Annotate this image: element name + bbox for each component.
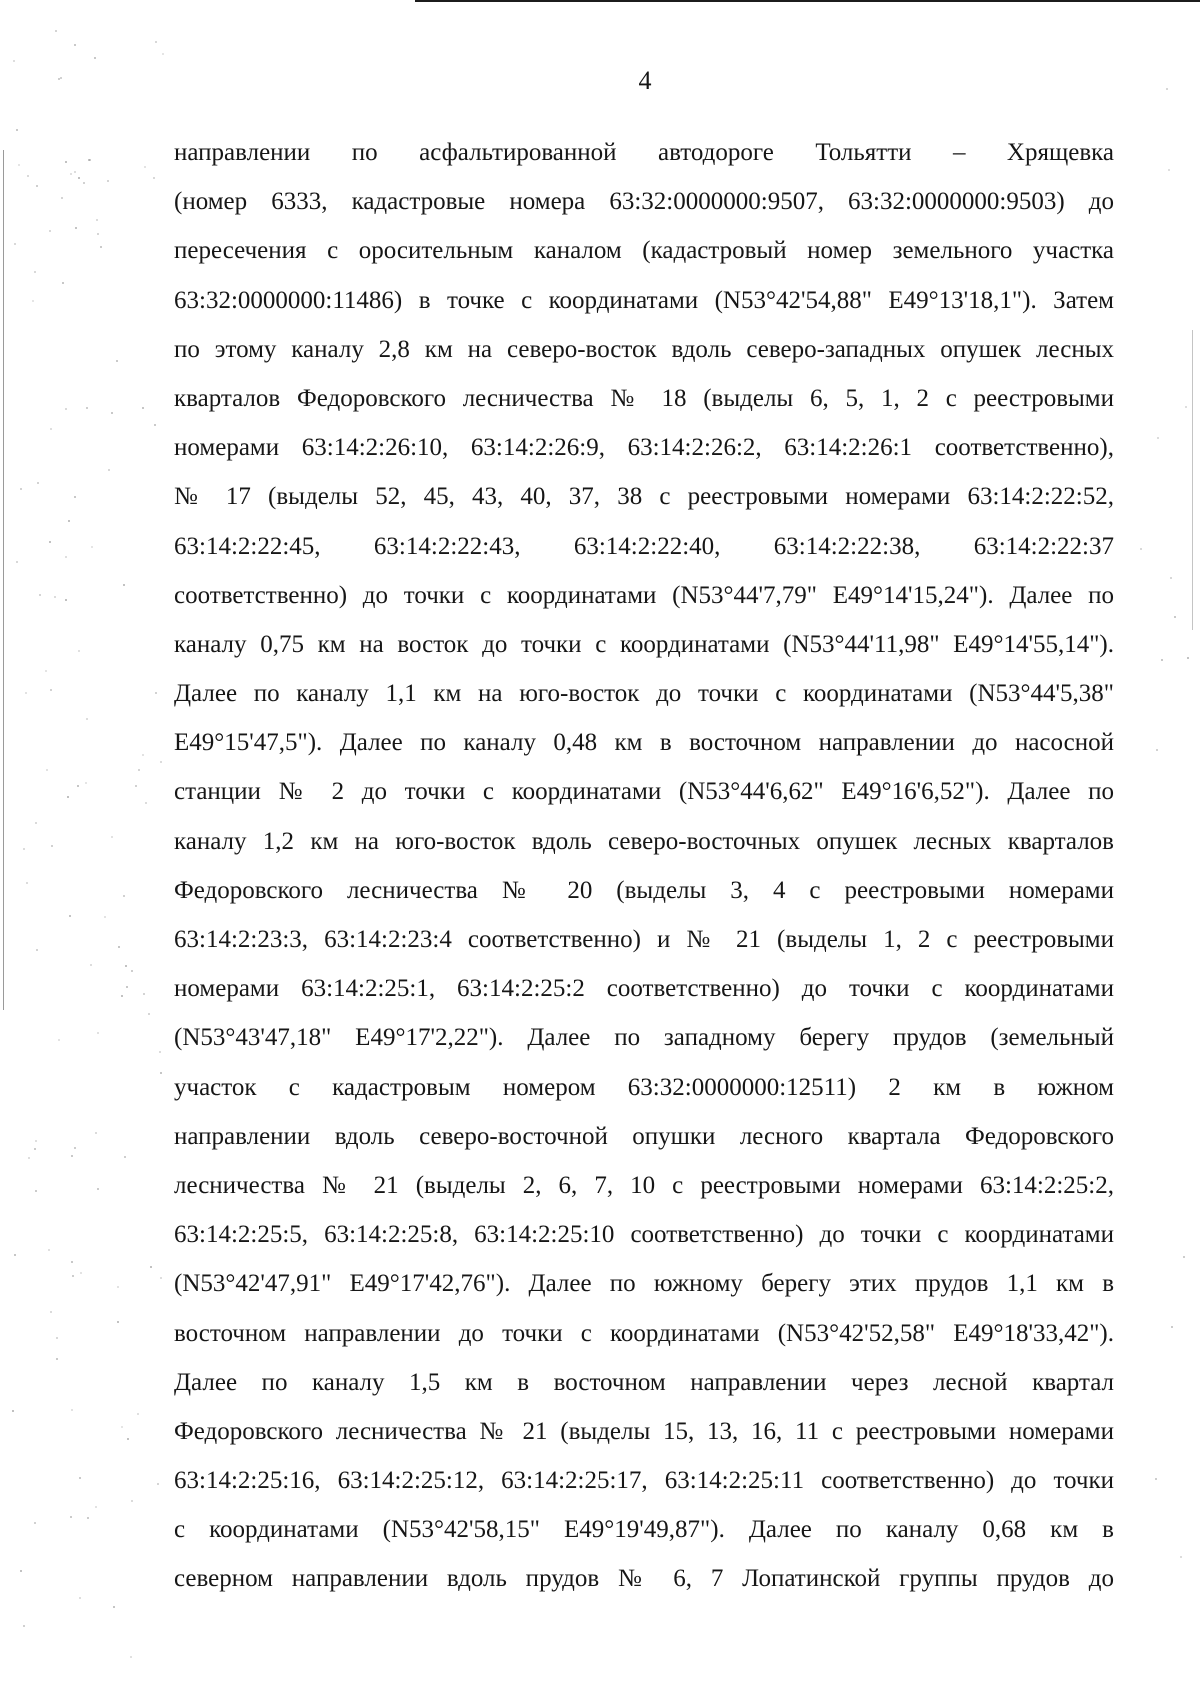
scan-speck (160, 1277, 162, 1279)
scan-speck (137, 1413, 139, 1415)
scan-speck (1171, 1326, 1173, 1328)
scan-speck (108, 469, 110, 471)
scan-speck (117, 1286, 119, 1288)
scan-speck (56, 1358, 58, 1360)
text-line: направлении по асфальтированной автодороге Тольятти – Хрящевка (174, 139, 1114, 166)
scan-speck (72, 1275, 74, 1277)
scan-speck (50, 689, 52, 691)
scan-speck (34, 1148, 36, 1150)
scan-speck (89, 159, 91, 161)
scan-speck (71, 1155, 73, 1157)
text-line: лесничества № 21 (выделы 2, 6, 7, 10 с реестровыми номерами 63:14:2:25:2, (174, 1171, 1114, 1199)
scan-speck (1161, 659, 1163, 661)
scan-speck (16, 129, 18, 131)
scan-speck (23, 1625, 25, 1627)
text-line: направлении вдоль северо-восточной опушки лесного квартала Федоровского (174, 1122, 1114, 1150)
scan-speck (90, 964, 92, 966)
scan-speck (14, 243, 16, 245)
scan-speck (49, 541, 51, 543)
scan-speck (23, 848, 25, 850)
scan-speck (86, 407, 88, 409)
scan-speck (37, 482, 39, 484)
text-line: 63:14:2:25:5, 63:14:2:25:8, 63:14:2:25:10 соответственно) до точки с координатами (174, 1221, 1114, 1249)
scan-speck (118, 946, 120, 948)
scan-speck (162, 53, 164, 55)
scan-speck (45, 670, 47, 672)
scan-speck (97, 1188, 99, 1190)
text-line: (N53°43'47,18" E49°17'2,22"). Далее по западному берегу прудов (земельный (174, 1024, 1114, 1052)
scan-speck (68, 520, 70, 522)
scan-speck (25, 692, 27, 694)
scan-speck (148, 1013, 150, 1015)
scan-speck (74, 171, 76, 173)
scan-speck (160, 1072, 162, 1074)
scan-speck (100, 246, 102, 248)
scan-speck (123, 584, 125, 586)
scan-speck (36, 185, 38, 187)
scan-speck (28, 1157, 30, 1159)
scan-speck (1155, 1478, 1157, 1480)
text-line: Далее по каналу 1,1 км на юго-восток до точки с координатами (N53°44'5,38" (174, 680, 1114, 708)
scan-speck (155, 692, 157, 694)
scan-speck (35, 1190, 37, 1192)
scan-speck (1187, 657, 1189, 659)
scan-speck (95, 1132, 97, 1134)
text-line: 63:14:2:23:3, 63:14:2:23:4 соответственно) и № 21 (выделы 1, 2 с реестровыми (174, 926, 1114, 953)
text-line: станции № 2 до точки с координатами (N53°44'6,62" E49°16'6,52"). Далее по (174, 778, 1114, 806)
text-line: каналу 1,2 км на юго-восток вдоль северо-восточных опушек лесных кварталов (174, 827, 1114, 855)
scan-speck (70, 173, 72, 175)
scan-speck (144, 166, 146, 168)
scan-speck (126, 986, 128, 988)
text-line: E49°15'47,5"). Далее по каналу 0,48 км в восточном направлении до насосной (174, 729, 1114, 757)
page-number: 4 (638, 66, 652, 95)
scan-speck (35, 822, 37, 824)
scan-speck (159, 1051, 161, 1053)
scan-speck (1156, 749, 1158, 751)
text-line: северном направлении вдоль прудов № 6, 7 Лопатинской группы прудов до (174, 1565, 1114, 1593)
scan-speck (74, 44, 76, 46)
scan-speck (113, 1606, 115, 1608)
text-line: Далее по каналу 1,5 км в восточном направлении через лесной квартал (174, 1368, 1114, 1396)
text-line: с координатами (N53°42'58,15" E49°19'49,87"). Далее по каналу 0,68 км в (174, 1516, 1114, 1544)
text-line: кварталов Федоровского лесничества № 18 (выделы 6, 5, 1, 2 с реестровыми (174, 384, 1114, 412)
scan-speck (127, 1438, 129, 1440)
scan-speck (154, 424, 156, 426)
scan-speck (55, 30, 57, 32)
scan-speck (34, 1522, 36, 1524)
scan-speck (131, 970, 133, 972)
scan-speck (155, 41, 157, 43)
scan-speck (107, 180, 109, 182)
right-scan-edge (1192, 330, 1193, 630)
scan-speck (74, 496, 76, 498)
scan-speck (77, 785, 79, 787)
scan-speck (16, 561, 18, 563)
scan-speck (12, 1410, 14, 1412)
scan-speck (86, 718, 88, 720)
scan-speck (71, 1261, 73, 1263)
scan-speck (65, 599, 67, 601)
text-line: 63:32:0000000:11486) в точке с координатами (N53°42'54,88" E49°13'18,1"). Затем (174, 286, 1114, 314)
scan-speck (26, 882, 28, 884)
scan-speck (65, 408, 67, 410)
scan-speck (1183, 1256, 1185, 1258)
scan-speck (111, 836, 113, 838)
scan-speck (1185, 406, 1187, 408)
scan-speck (111, 412, 113, 414)
scan-speck (65, 556, 67, 558)
scan-speck (1174, 616, 1176, 618)
scan-speck (48, 1249, 50, 1251)
scan-speck (123, 895, 125, 897)
scan-speck (1140, 548, 1142, 550)
scan-speck (97, 1032, 99, 1034)
text-line: 63:14:2:22:45, 63:14:2:22:43, 63:14:2:22:40, 63:14:2:22:38, 63:14:2:22:37 (174, 532, 1114, 560)
body-text (174, 128, 1114, 1604)
scan-speck (32, 300, 34, 302)
text-line: участок с кадастровым номером 63:32:0000000:12511) 2 км в южном (174, 1073, 1114, 1101)
scan-speck (145, 802, 147, 804)
scan-speck (150, 1266, 152, 1268)
scan-speck (78, 177, 80, 179)
scan-speck (96, 219, 98, 221)
scan-speck (56, 1337, 58, 1339)
scan-speck (138, 769, 140, 771)
scan-speck (124, 1156, 126, 1158)
text-line: (N53°42'47,91" E49°17'42,76"). Далее по южному берегу этих прудов 1,1 км в (174, 1270, 1114, 1298)
scan-speck (142, 407, 144, 409)
scan-speck (1170, 577, 1172, 579)
scan-speck (1157, 437, 1159, 439)
text-line: восточном направлении до точки с координатами (N53°42'52,58" E49°18'33,42"). (174, 1319, 1114, 1347)
scan-speck (54, 596, 56, 598)
scan-speck (153, 177, 155, 179)
text-line: Федоровского лесничества № 20 (выделы 3, 4 с реестровыми номерами (174, 876, 1114, 904)
scan-speck (51, 845, 53, 847)
text-line: соответственно) до точки с координатами (N53°44'7,79" E49°14'15,24"). Далее по (174, 581, 1114, 609)
scan-speck (130, 1656, 132, 1658)
text-line: Федоровского лесничества № 21 (выделы 15, 13, 16, 11 с реестровыми номерами (174, 1417, 1114, 1445)
scan-speck (20, 1570, 22, 1572)
scan-speck (79, 1597, 81, 1599)
scan-speck (91, 546, 93, 548)
scan-speck (20, 488, 22, 490)
scan-speck (18, 164, 20, 166)
scan-speck (125, 965, 127, 967)
scan-speck (36, 949, 38, 951)
text-line: каналу 0,75 км на восток до точки с координатами (N53°44'11,98" E49°14'55,14"). (174, 630, 1114, 658)
scan-speck (75, 227, 77, 229)
text-line: пересечения с оросительным каналом (кадастровый номер земельного участка (174, 237, 1114, 265)
left-scan-edge (3, 150, 4, 1010)
scan-speck (39, 594, 41, 596)
scan-speck (80, 1272, 82, 1274)
scan-speck (94, 57, 96, 59)
scan-speck (61, 197, 63, 199)
scan-speck (135, 785, 137, 787)
scan-speck (160, 761, 162, 763)
scan-speck (50, 1311, 52, 1313)
scan-speck (27, 175, 29, 177)
scan-speck (1168, 169, 1170, 171)
scan-speck (74, 1147, 76, 1149)
scan-speck (117, 1321, 119, 1323)
scan-speck (65, 161, 67, 163)
scan-speck (70, 1516, 72, 1518)
scan-speck (121, 1426, 123, 1428)
scan-speck (34, 271, 36, 273)
scan-speck (116, 360, 118, 362)
scan-speck (131, 1500, 133, 1502)
scan-speck (49, 230, 51, 232)
scan-speck (95, 1506, 97, 1508)
scan-speck (87, 1517, 89, 1519)
scan-speck (71, 1409, 73, 1411)
text-line: 63:14:2:25:16, 63:14:2:25:12, 63:14:2:25:17, 63:14:2:25:11 соответственно) до точки (174, 1467, 1114, 1495)
scan-speck (58, 1039, 60, 1041)
scan-speck (85, 782, 87, 784)
top-border-line (415, 0, 1200, 2)
text-line: номерами 63:14:2:25:1, 63:14:2:25:2 соответственно) до точки с координатами (174, 975, 1114, 1003)
scan-speck (69, 915, 71, 917)
text-line: по этому каналу 2,8 км на северо-восток вдоль северо-западных опушек лесных (174, 335, 1114, 363)
scan-speck (97, 233, 99, 235)
text-line: (номер 6333, кадастровые номера 63:32:0000000:9507, 63:32:0000000:9503) до (174, 188, 1114, 216)
text-line: номерами 63:14:2:26:10, 63:14:2:26:9, 63:14:2:26:2, 63:14:2:26:1 соответственно), (174, 434, 1114, 462)
scan-speck (157, 1483, 159, 1485)
scan-speck (62, 282, 64, 284)
text-line: № 17 (выделы 52, 45, 43, 40, 37, 38 с реестровыми номерами 63:14:2:22:52, (174, 483, 1114, 511)
scan-speck (143, 993, 145, 995)
scan-speck (67, 796, 69, 798)
scan-speck (104, 916, 106, 918)
scan-speck (13, 60, 15, 62)
scan-speck (50, 428, 52, 430)
scan-speck (35, 1140, 37, 1142)
scan-speck (46, 769, 48, 771)
scan-speck (142, 754, 144, 756)
scan-speck (78, 650, 80, 652)
scan-speck (14, 1254, 16, 1256)
scan-speck (83, 182, 85, 184)
scan-speck (79, 1477, 81, 1479)
scan-speck (121, 995, 123, 997)
scan-speck (1180, 1556, 1182, 1558)
